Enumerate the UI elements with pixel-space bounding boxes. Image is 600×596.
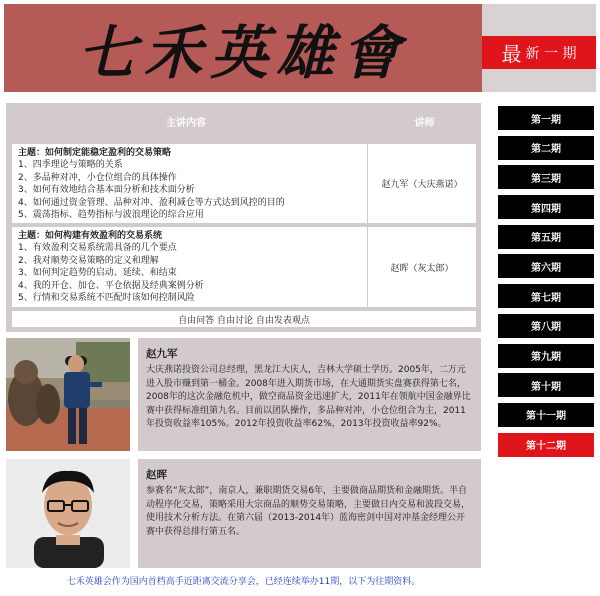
topic-item: 5、震荡指标、趋势指标与波浪理论的综合应用 [18, 210, 204, 221]
issue-link-3[interactable]: 第三期 [498, 165, 594, 189]
topic-item: 4、如何通过资金管理、品种对冲、盈利减仓等方式达到风控的目的 [18, 197, 285, 208]
issue-link-8[interactable]: 第八期 [498, 314, 594, 338]
topic-box [12, 227, 367, 307]
speaker-name: 赵晖 [146, 469, 167, 481]
issue-link-2[interactable]: 第二期 [498, 136, 594, 160]
topic-item: 2、我对顺势交易策略的定义和理解 [18, 255, 159, 266]
speaker-name: 赵九军 [146, 348, 178, 360]
speaker-bio [138, 459, 481, 568]
speaker-description: 参赛名“灰太郎”，南京人，兼职期货交易6年，主要做商品期货和金融期货。半自动程序化交易，策略采用大宗商品的顺势交易策略，主要做日内交易和波段交易，使用技术分析方法。在第六届（2013-2014年）蓝海密剑中国对冲基金经理公开赛中获得总排行第五名。 [146, 486, 471, 537]
speaker-description: 大庆燕诺投资公司总经理，黑龙江大庆人，吉林大学硕士学历。2005年，二万元进入股市赚到第一桶金。2008年进入期货市场，在大通期货实盘赛获得第七名，2008年的这次金融危机中，做空商品资金迅速扩大，2011年在领航中国金融界比赛中获得标准组第九名。目前以团队操作，多品种对冲，小仓位组合为主，2011年投资收益率105%。2012年投资收益率62%，2013年投资收益率92%。 [146, 365, 471, 430]
footer-note: 七禾英雄会作为国内首档高手近距离交流分享会，已经连续举办11期，以下为往期资料。 [66, 577, 421, 587]
issue-link-4[interactable]: 第四期 [498, 195, 594, 219]
topic-title: 主题：如何制定能稳定盈利的交易策略 [18, 148, 172, 158]
latest-big-label: 最 [501, 42, 522, 66]
topic-box [12, 144, 367, 223]
speaker-photo-image [6, 338, 130, 451]
speaker-bio [138, 338, 481, 451]
topic-item: 1、有效盈利交易系统需具备的几个要点 [18, 243, 177, 253]
teacher-name: 赵晖（灰太郎） [368, 227, 476, 307]
latest-issue-button[interactable] [482, 36, 596, 69]
topic-item: 2、多品种对冲，小仓位组合的具体操作 [18, 172, 177, 183]
header-main-content: 主讲内容 [166, 117, 206, 129]
issue-list [498, 106, 594, 462]
topic-title: 主题：如何构建有效盈利的交易系统 [18, 231, 163, 241]
course-table [6, 103, 481, 332]
topic-item: 4、我的开仓、加仓、平仓依据及经典案例分析 [18, 280, 204, 291]
latest-small-label: 新 一 期 [525, 45, 577, 62]
issue-link-9[interactable]: 第九期 [498, 344, 594, 368]
header-teacher: 讲师 [414, 117, 435, 129]
topic-item: 1、四季理论与策略的关系 [18, 160, 123, 170]
issue-link-11[interactable]: 第十一期 [498, 403, 594, 427]
issue-link-5[interactable]: 第五期 [498, 225, 594, 249]
header-banner [4, 4, 482, 92]
issue-link-6[interactable]: 第六期 [498, 254, 594, 278]
teacher-name: 赵九军（大庆燕诺） [368, 144, 476, 223]
speaker-photo [6, 459, 130, 568]
topic-item: 5、行情和交易系统不匹配时该如何控制风险 [18, 293, 195, 304]
speaker-photo [6, 338, 130, 451]
speaker-photo-image [6, 459, 130, 568]
banner-title: 七禾英雄會 [77, 19, 408, 87]
issue-link-12[interactable]: 第十二期 [498, 433, 594, 457]
issue-link-1[interactable]: 第一期 [498, 106, 594, 130]
issue-link-7[interactable]: 第七期 [498, 284, 594, 308]
issue-link-10[interactable]: 第十期 [498, 373, 594, 397]
free-discussion-row: 自由问答 自由讨论 自由发表观点 [12, 311, 476, 327]
topic-item: 3、如何判定趋势的启动、延续、和结束 [18, 268, 177, 279]
topic-item: 3、如何有效地结合基本面分析和技术面分析 [18, 185, 195, 196]
